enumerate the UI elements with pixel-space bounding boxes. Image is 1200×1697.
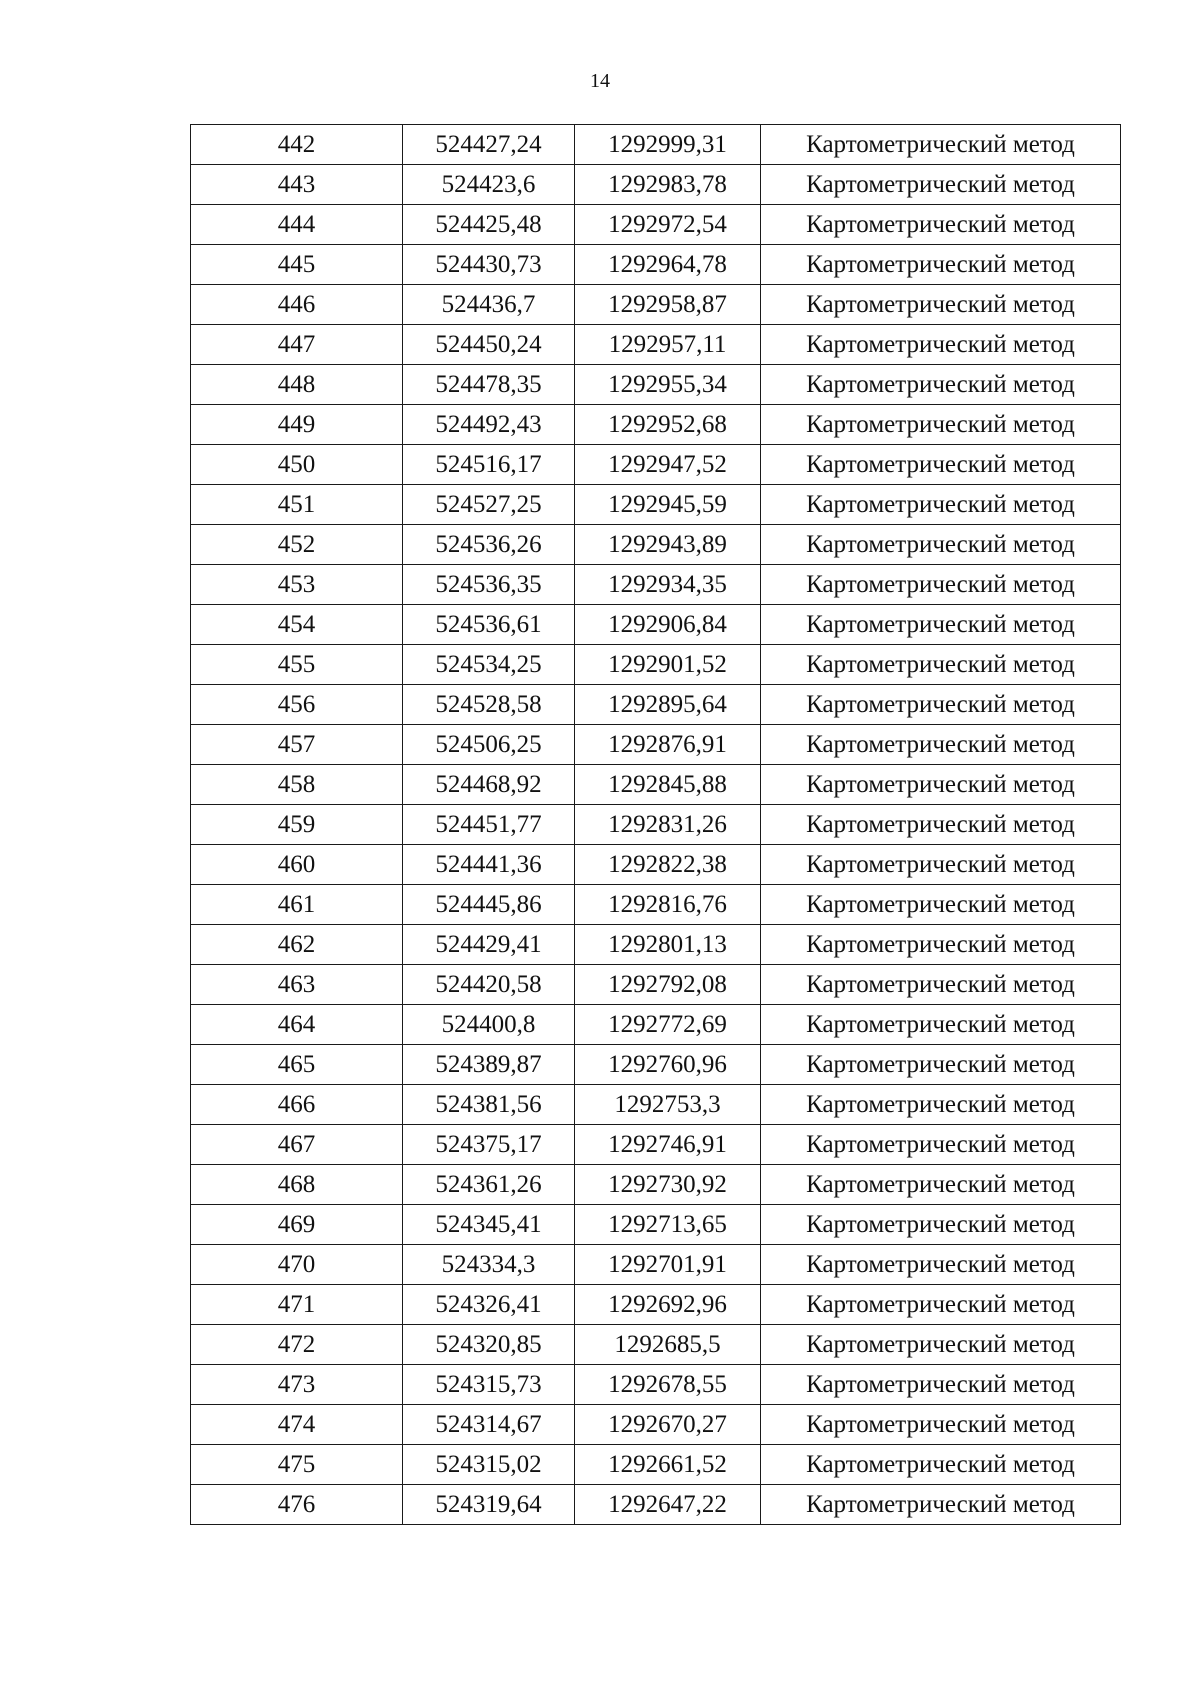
method-cell: Картометрический метод	[761, 1125, 1121, 1165]
point-number-cell: 458	[191, 765, 403, 805]
method-cell: Картометрический метод	[761, 565, 1121, 605]
table-row	[191, 725, 1121, 765]
point-number-cell: 448	[191, 365, 403, 405]
point-number-cell: 463	[191, 965, 403, 1005]
x-coordinate-cell: 524315,73	[403, 1365, 575, 1405]
table-row	[191, 1045, 1121, 1085]
y-coordinate-cell: 1292943,89	[575, 525, 761, 565]
method-cell: Картометрический метод	[761, 1005, 1121, 1045]
point-number-cell: 474	[191, 1405, 403, 1445]
y-coordinate-cell: 1292934,35	[575, 565, 761, 605]
x-coordinate-cell: 524506,25	[403, 725, 575, 765]
method-cell: Картометрический метод	[761, 1405, 1121, 1445]
x-coordinate-cell: 524436,7	[403, 285, 575, 325]
x-coordinate-cell: 524315,02	[403, 1445, 575, 1485]
x-coordinate-cell: 524445,86	[403, 885, 575, 925]
table-row	[191, 1205, 1121, 1245]
x-coordinate-cell: 524492,43	[403, 405, 575, 445]
method-cell: Картометрический метод	[761, 1205, 1121, 1245]
table-row	[191, 1005, 1121, 1045]
x-coordinate-cell: 524450,24	[403, 325, 575, 365]
point-number-cell: 447	[191, 325, 403, 365]
x-coordinate-cell: 524528,58	[403, 685, 575, 725]
table-row	[191, 605, 1121, 645]
point-number-cell: 475	[191, 1445, 403, 1485]
table-row	[191, 925, 1121, 965]
table-row	[191, 765, 1121, 805]
point-number-cell: 462	[191, 925, 403, 965]
point-number-cell: 466	[191, 1085, 403, 1125]
method-cell: Картометрический метод	[761, 1045, 1121, 1085]
method-cell: Картометрический метод	[761, 1325, 1121, 1365]
y-coordinate-cell: 1292701,91	[575, 1245, 761, 1285]
point-number-cell: 449	[191, 405, 403, 445]
x-coordinate-cell: 524400,8	[403, 1005, 575, 1045]
method-cell: Картометрический метод	[761, 285, 1121, 325]
y-coordinate-cell: 1292792,08	[575, 965, 761, 1005]
table-row	[191, 325, 1121, 365]
table-row	[191, 1405, 1121, 1445]
point-number-cell: 456	[191, 685, 403, 725]
y-coordinate-cell: 1292945,59	[575, 485, 761, 525]
y-coordinate-cell: 1292647,22	[575, 1485, 761, 1525]
y-coordinate-cell: 1292730,92	[575, 1165, 761, 1205]
y-coordinate-cell: 1292746,91	[575, 1125, 761, 1165]
point-number-cell: 450	[191, 445, 403, 485]
y-coordinate-cell: 1292678,55	[575, 1365, 761, 1405]
table-row	[191, 485, 1121, 525]
x-coordinate-cell: 524468,92	[403, 765, 575, 805]
method-cell: Картометрический метод	[761, 525, 1121, 565]
method-cell: Картометрический метод	[761, 1485, 1121, 1525]
point-number-cell: 445	[191, 245, 403, 285]
table-row	[191, 125, 1121, 165]
table-row	[191, 1325, 1121, 1365]
method-cell: Картометрический метод	[761, 685, 1121, 725]
method-cell: Картометрический метод	[761, 725, 1121, 765]
x-coordinate-cell: 524536,61	[403, 605, 575, 645]
table-row	[191, 365, 1121, 405]
y-coordinate-cell: 1292972,54	[575, 205, 761, 245]
table-row	[191, 1245, 1121, 1285]
x-coordinate-cell: 524326,41	[403, 1285, 575, 1325]
method-cell: Картометрический метод	[761, 1165, 1121, 1205]
table-row	[191, 445, 1121, 485]
x-coordinate-cell: 524427,24	[403, 125, 575, 165]
table-row	[191, 165, 1121, 205]
method-cell: Картометрический метод	[761, 885, 1121, 925]
table-row	[191, 405, 1121, 445]
point-number-cell: 468	[191, 1165, 403, 1205]
table-row	[191, 685, 1121, 725]
method-cell: Картометрический метод	[761, 325, 1121, 365]
method-cell: Картометрический метод	[761, 205, 1121, 245]
point-number-cell: 446	[191, 285, 403, 325]
method-cell: Картометрический метод	[761, 165, 1121, 205]
y-coordinate-cell: 1292964,78	[575, 245, 761, 285]
method-cell: Картометрический метод	[761, 365, 1121, 405]
point-number-cell: 471	[191, 1285, 403, 1325]
x-coordinate-cell: 524319,64	[403, 1485, 575, 1525]
point-number-cell: 451	[191, 485, 403, 525]
y-coordinate-cell: 1292901,52	[575, 645, 761, 685]
x-coordinate-cell: 524375,17	[403, 1125, 575, 1165]
point-number-cell: 467	[191, 1125, 403, 1165]
method-cell: Картометрический метод	[761, 845, 1121, 885]
table-row	[191, 245, 1121, 285]
y-coordinate-cell: 1292999,31	[575, 125, 761, 165]
point-number-cell: 442	[191, 125, 403, 165]
point-number-cell: 473	[191, 1365, 403, 1405]
y-coordinate-cell: 1292952,68	[575, 405, 761, 445]
point-number-cell: 459	[191, 805, 403, 845]
method-cell: Картометрический метод	[761, 965, 1121, 1005]
x-coordinate-cell: 524429,41	[403, 925, 575, 965]
table-row	[191, 1445, 1121, 1485]
x-coordinate-cell: 524389,87	[403, 1045, 575, 1085]
y-coordinate-cell: 1292685,5	[575, 1325, 761, 1365]
table-row	[191, 645, 1121, 685]
table-row	[191, 1365, 1121, 1405]
y-coordinate-cell: 1292816,76	[575, 885, 761, 925]
y-coordinate-cell: 1292822,38	[575, 845, 761, 885]
table-row	[191, 1285, 1121, 1325]
x-coordinate-cell: 524361,26	[403, 1165, 575, 1205]
method-cell: Картометрический метод	[761, 1445, 1121, 1485]
method-cell: Картометрический метод	[761, 1245, 1121, 1285]
x-coordinate-cell: 524478,35	[403, 365, 575, 405]
table-row	[191, 805, 1121, 845]
table-row	[191, 885, 1121, 925]
method-cell: Картометрический метод	[761, 805, 1121, 845]
table-row	[191, 1485, 1121, 1525]
y-coordinate-cell: 1292845,88	[575, 765, 761, 805]
point-number-cell: 454	[191, 605, 403, 645]
y-coordinate-cell: 1292876,91	[575, 725, 761, 765]
y-coordinate-cell: 1292947,52	[575, 445, 761, 485]
method-cell: Картометрический метод	[761, 125, 1121, 165]
point-number-cell: 455	[191, 645, 403, 685]
method-cell: Картометрический метод	[761, 645, 1121, 685]
point-number-cell: 460	[191, 845, 403, 885]
x-coordinate-cell: 524527,25	[403, 485, 575, 525]
coordinates-table-body	[191, 125, 1121, 1525]
y-coordinate-cell: 1292957,11	[575, 325, 761, 365]
table-row	[191, 845, 1121, 885]
point-number-cell: 472	[191, 1325, 403, 1365]
y-coordinate-cell: 1292772,69	[575, 1005, 761, 1045]
x-coordinate-cell: 524430,73	[403, 245, 575, 285]
x-coordinate-cell: 524320,85	[403, 1325, 575, 1365]
page-number: 14	[590, 70, 610, 92]
method-cell: Картометрический метод	[761, 1285, 1121, 1325]
method-cell: Картометрический метод	[761, 1085, 1121, 1125]
point-number-cell: 461	[191, 885, 403, 925]
method-cell: Картометрический метод	[761, 245, 1121, 285]
x-coordinate-cell: 524441,36	[403, 845, 575, 885]
point-number-cell: 469	[191, 1205, 403, 1245]
point-number-cell: 444	[191, 205, 403, 245]
point-number-cell: 465	[191, 1045, 403, 1085]
table-row	[191, 1085, 1121, 1125]
point-number-cell: 457	[191, 725, 403, 765]
y-coordinate-cell: 1292670,27	[575, 1405, 761, 1445]
y-coordinate-cell: 1292760,96	[575, 1045, 761, 1085]
table-row	[191, 285, 1121, 325]
table-row	[191, 965, 1121, 1005]
y-coordinate-cell: 1292801,13	[575, 925, 761, 965]
x-coordinate-cell: 524536,26	[403, 525, 575, 565]
point-number-cell: 476	[191, 1485, 403, 1525]
table-row	[191, 525, 1121, 565]
x-coordinate-cell: 524334,3	[403, 1245, 575, 1285]
point-number-cell: 453	[191, 565, 403, 605]
y-coordinate-cell: 1292955,34	[575, 365, 761, 405]
method-cell: Картометрический метод	[761, 925, 1121, 965]
point-number-cell: 470	[191, 1245, 403, 1285]
x-coordinate-cell: 524381,56	[403, 1085, 575, 1125]
x-coordinate-cell: 524314,67	[403, 1405, 575, 1445]
point-number-cell: 443	[191, 165, 403, 205]
x-coordinate-cell: 524516,17	[403, 445, 575, 485]
y-coordinate-cell: 1292753,3	[575, 1085, 761, 1125]
x-coordinate-cell: 524420,58	[403, 965, 575, 1005]
method-cell: Картометрический метод	[761, 1365, 1121, 1405]
method-cell: Картометрический метод	[761, 405, 1121, 445]
y-coordinate-cell: 1292895,64	[575, 685, 761, 725]
coordinates-table	[190, 124, 1121, 1525]
x-coordinate-cell: 524423,6	[403, 165, 575, 205]
x-coordinate-cell: 524425,48	[403, 205, 575, 245]
y-coordinate-cell: 1292983,78	[575, 165, 761, 205]
table-row	[191, 1125, 1121, 1165]
y-coordinate-cell: 1292661,52	[575, 1445, 761, 1485]
table-row	[191, 1165, 1121, 1205]
point-number-cell: 464	[191, 1005, 403, 1045]
y-coordinate-cell: 1292713,65	[575, 1205, 761, 1245]
point-number-cell: 452	[191, 525, 403, 565]
x-coordinate-cell: 524345,41	[403, 1205, 575, 1245]
y-coordinate-cell: 1292831,26	[575, 805, 761, 845]
x-coordinate-cell: 524534,25	[403, 645, 575, 685]
x-coordinate-cell: 524536,35	[403, 565, 575, 605]
method-cell: Картометрический метод	[761, 605, 1121, 645]
y-coordinate-cell: 1292692,96	[575, 1285, 761, 1325]
method-cell: Картометрический метод	[761, 445, 1121, 485]
x-coordinate-cell: 524451,77	[403, 805, 575, 845]
table-row	[191, 205, 1121, 245]
y-coordinate-cell: 1292958,87	[575, 285, 761, 325]
y-coordinate-cell: 1292906,84	[575, 605, 761, 645]
method-cell: Картометрический метод	[761, 485, 1121, 525]
method-cell: Картометрический метод	[761, 765, 1121, 805]
table-row	[191, 565, 1121, 605]
